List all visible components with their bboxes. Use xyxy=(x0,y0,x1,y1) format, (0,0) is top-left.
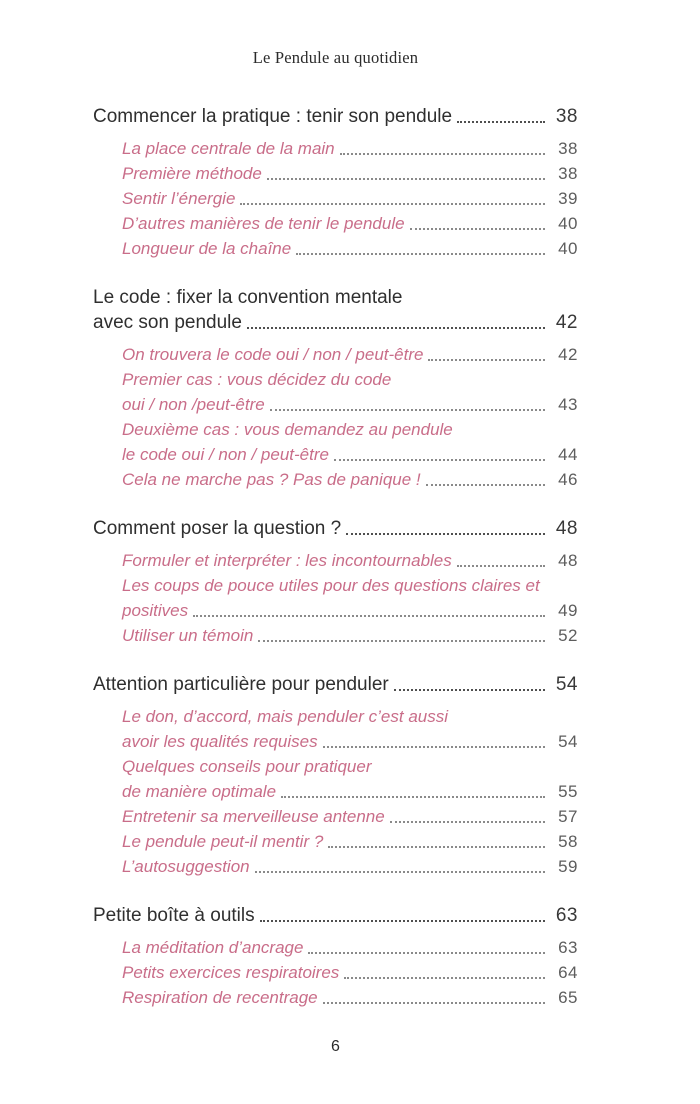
dotted-leader xyxy=(394,689,545,691)
dotted-leader xyxy=(260,920,545,922)
toc-subentry-text: Entretenir sa merveilleuse antenne xyxy=(122,807,385,826)
toc-subentry xyxy=(93,211,578,236)
toc-subentry xyxy=(93,960,578,985)
dotted-leader xyxy=(281,796,545,798)
toc-section xyxy=(93,104,578,261)
folio-page-number: 6 xyxy=(331,1038,340,1055)
page-number: 64 xyxy=(558,963,578,982)
page-number: 54 xyxy=(555,674,578,695)
toc-subentry-text: Le pendule peut-il mentir ? xyxy=(122,832,324,851)
dotted-leader xyxy=(334,459,545,461)
toc-subentry xyxy=(93,704,578,729)
toc-subentry xyxy=(93,935,578,960)
toc-subentry-text: L’autosuggestion xyxy=(122,857,250,876)
dotted-leader xyxy=(340,153,545,155)
page-number: 52 xyxy=(558,626,578,645)
dotted-leader xyxy=(428,359,545,361)
dotted-leader xyxy=(426,484,545,486)
dotted-leader xyxy=(390,821,545,823)
toc-subentry xyxy=(93,623,578,648)
dotted-leader xyxy=(247,327,545,329)
toc-subentries xyxy=(93,342,578,492)
toc-subentry xyxy=(93,467,578,492)
page-number: 38 xyxy=(555,106,578,127)
page-number: 48 xyxy=(555,518,578,539)
dotted-leader xyxy=(410,228,545,230)
toc-section xyxy=(93,903,578,1010)
toc-entry-text: Petite boîte à outils xyxy=(93,905,255,926)
toc-subentry xyxy=(93,779,578,804)
page-number: 38 xyxy=(558,164,578,183)
dotted-leader xyxy=(308,952,545,954)
toc-subentry-text: Le don, d’accord, mais penduler c’est aussi xyxy=(122,707,449,726)
toc-subentry xyxy=(93,186,578,211)
toc-entry-text: avec son pendule xyxy=(93,312,242,333)
toc-subentry-text: Première méthode xyxy=(122,164,262,183)
toc-entry xyxy=(93,285,578,310)
toc-subentry-text: Sentir l’énergie xyxy=(122,189,236,208)
dotted-leader xyxy=(344,977,545,979)
page-number: 42 xyxy=(555,312,578,333)
toc-subentry-text: de manière optimale xyxy=(122,782,277,801)
dotted-leader xyxy=(258,640,545,642)
page-number: 59 xyxy=(558,857,578,876)
toc-subentry xyxy=(93,392,578,417)
toc-entry xyxy=(93,310,578,335)
page-number: 40 xyxy=(558,214,578,233)
table-of-contents xyxy=(93,104,578,1010)
toc-subentry-text: Utiliser un témoin xyxy=(122,626,254,645)
page-number: 38 xyxy=(558,139,578,158)
toc-subentry-text: Respiration de recentrage xyxy=(122,988,318,1007)
dotted-leader xyxy=(457,565,545,567)
toc-entry-text: Le code : fixer la convention mentale xyxy=(93,287,403,308)
toc-subentry xyxy=(93,754,578,779)
toc-subentries xyxy=(93,704,578,879)
toc-subentry-text: Les coups de pouce utiles pour des questions claires et xyxy=(122,576,540,595)
toc-subentry xyxy=(93,829,578,854)
toc-entry-text: Commencer la pratique : tenir son pendule xyxy=(93,106,453,127)
toc-subentry xyxy=(93,417,578,442)
toc-subentry-text: On trouvera le code oui / non / peut-être xyxy=(122,345,424,364)
toc-subentry-text: D’autres manières de tenir le pendule xyxy=(122,214,405,233)
page-number: 63 xyxy=(555,905,578,926)
dotted-leader xyxy=(296,253,545,255)
toc-subentry-text: Longueur de la chaîne xyxy=(122,239,292,258)
toc-subentry-text: oui / non /peut-être xyxy=(122,395,265,414)
toc-entry xyxy=(93,672,578,697)
toc-subentry xyxy=(93,729,578,754)
page-number: 40 xyxy=(558,239,578,258)
toc-section xyxy=(93,516,578,648)
toc-subentry-text: le code oui / non / peut-être xyxy=(122,445,329,464)
toc-subentry-text: Petits exercices respiratoires xyxy=(122,963,340,982)
dotted-leader xyxy=(346,533,545,535)
page-number: 48 xyxy=(558,551,578,570)
toc-subentry-text: Premier cas : vous décidez du code xyxy=(122,370,392,389)
dotted-leader xyxy=(267,178,545,180)
page-number: 43 xyxy=(558,395,578,414)
toc-subentry xyxy=(93,598,578,623)
toc-subentry xyxy=(93,854,578,879)
toc-subentry-text: Quelques conseils pour pratiquer xyxy=(122,757,372,776)
toc-subentry xyxy=(93,573,578,598)
page-number: 49 xyxy=(558,601,578,620)
page-number: 46 xyxy=(558,470,578,489)
dotted-leader xyxy=(193,615,545,617)
toc-subentries xyxy=(93,548,578,648)
page-number: 54 xyxy=(558,732,578,751)
toc-subentry-text: positives xyxy=(122,601,189,620)
toc-subentry xyxy=(93,161,578,186)
toc-subentry-text: Deuxième cas : vous demandez au pendule xyxy=(122,420,453,439)
dotted-leader xyxy=(328,846,545,848)
toc-section xyxy=(93,285,578,492)
page-number: 44 xyxy=(558,445,578,464)
page-number: 42 xyxy=(558,345,578,364)
toc-entry-text: Attention particulière pour penduler xyxy=(93,674,389,695)
dotted-leader xyxy=(457,121,545,123)
dotted-leader xyxy=(240,203,545,205)
toc-subentries xyxy=(93,935,578,1010)
toc-subentry-text: La méditation d’ancrage xyxy=(122,938,304,957)
toc-subentry-text: avoir les qualités requises xyxy=(122,732,318,751)
toc-entry xyxy=(93,516,578,541)
dotted-leader xyxy=(323,746,545,748)
page-number: 58 xyxy=(558,832,578,851)
toc-subentries xyxy=(93,136,578,261)
toc-subentry-text: Cela ne marche pas ? Pas de panique ! xyxy=(122,470,421,489)
page-number: 57 xyxy=(558,807,578,826)
page-number: 63 xyxy=(558,938,578,957)
toc-entry-text: Comment poser la question ? xyxy=(93,518,342,539)
toc-subentry xyxy=(93,442,578,467)
toc-entry xyxy=(93,104,578,129)
dotted-leader xyxy=(270,409,545,411)
toc-subentry xyxy=(93,236,578,261)
dotted-leader xyxy=(323,1002,545,1004)
toc-subentry xyxy=(93,548,578,573)
toc-subentry xyxy=(93,985,578,1010)
toc-section xyxy=(93,672,578,879)
toc-subentry xyxy=(93,342,578,367)
toc-subentry-text: Formuler et interpréter : les incontournables xyxy=(122,551,452,570)
toc-entry xyxy=(93,903,578,928)
running-header: Le Pendule au quotidien xyxy=(252,48,419,67)
toc-subentry xyxy=(93,367,578,392)
toc-subentry xyxy=(93,136,578,161)
page-number: 55 xyxy=(558,782,578,801)
toc-subentry xyxy=(93,804,578,829)
page-number: 39 xyxy=(558,189,578,208)
dotted-leader xyxy=(255,871,545,873)
toc-subentry-text: La place centrale de la main xyxy=(122,139,335,158)
page-number: 65 xyxy=(558,988,578,1007)
